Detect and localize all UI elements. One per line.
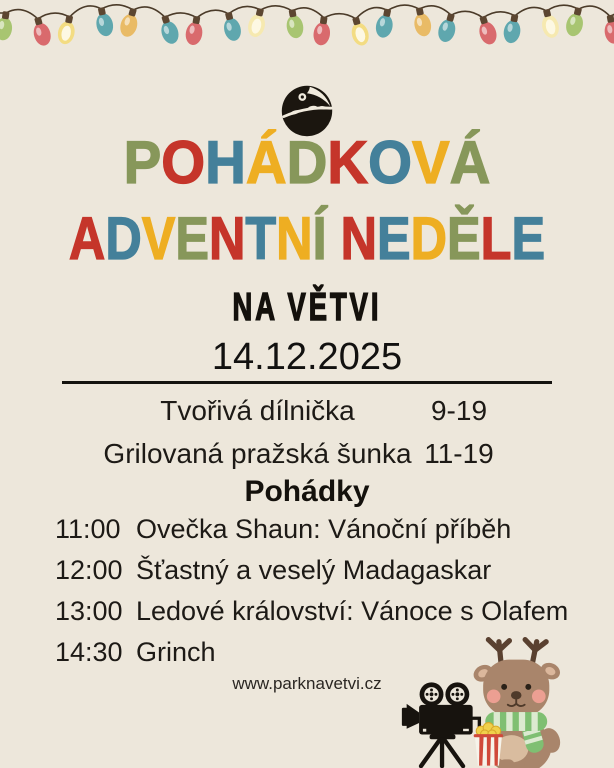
screening-title: Grinch bbox=[136, 637, 216, 667]
title-letter: Í bbox=[312, 205, 327, 272]
title-letter: Á bbox=[449, 129, 491, 196]
title-letter: T bbox=[245, 205, 277, 272]
light-bulb bbox=[157, 13, 182, 46]
title-letter: Ě bbox=[447, 205, 481, 272]
activity-hours: 9-19 bbox=[430, 395, 488, 426]
title-letter: N bbox=[340, 205, 378, 272]
light-bulb bbox=[436, 12, 460, 44]
title-letter: D bbox=[410, 205, 448, 272]
title-letter: Á bbox=[245, 129, 287, 196]
poster-subtitle: NA VĚTVI bbox=[232, 284, 382, 329]
title-letter: N bbox=[208, 205, 246, 272]
poster-title-line2 bbox=[49, 205, 565, 272]
reindeer-illustration bbox=[459, 629, 585, 768]
light-bulb bbox=[475, 14, 500, 47]
light-bulb bbox=[118, 6, 142, 38]
light-bulb bbox=[220, 10, 243, 42]
title-letter: N bbox=[276, 205, 313, 272]
title-letter: H bbox=[205, 129, 246, 196]
title-letter: O bbox=[368, 129, 412, 196]
screening-time: 13:00 bbox=[55, 596, 123, 626]
title-letter: E bbox=[175, 205, 209, 272]
event-date: 14.12.2025 bbox=[211, 336, 403, 378]
title-letter: D bbox=[286, 129, 328, 196]
title-letter: A bbox=[68, 205, 106, 272]
light-bulb bbox=[30, 15, 54, 47]
website-url: www.parknavetvi.cz bbox=[232, 674, 382, 693]
light-bulb bbox=[374, 7, 396, 39]
popcorn-bucket bbox=[474, 723, 503, 766]
light-bulb bbox=[56, 14, 78, 46]
screening-time: 14:30 bbox=[55, 637, 123, 667]
screening-title: Ovečka Shaun: Vánoční příběh bbox=[136, 514, 512, 544]
light-bulb bbox=[312, 15, 332, 46]
light-bulb bbox=[0, 10, 14, 41]
poster-title-line1 bbox=[18, 129, 595, 196]
light-bulb bbox=[93, 6, 115, 38]
light-bulb bbox=[246, 7, 269, 39]
title-letter: O bbox=[161, 129, 206, 196]
section-heading: Pohádky bbox=[244, 475, 370, 508]
title-letter: D bbox=[105, 205, 142, 272]
light-bulb bbox=[284, 8, 305, 39]
light-bulb bbox=[502, 13, 523, 44]
christmas-lights-decoration bbox=[0, 0, 614, 58]
screening-time: 11:00 bbox=[55, 514, 121, 544]
screening-title: Ledové království: Vánoce s Olafem bbox=[136, 596, 569, 626]
light-bulb bbox=[538, 7, 561, 39]
title-letter bbox=[327, 205, 341, 272]
divider-line bbox=[62, 381, 552, 384]
title-letter: V bbox=[411, 129, 450, 196]
light-bulb bbox=[184, 15, 205, 46]
title-letter: E bbox=[511, 205, 546, 272]
light-bulb bbox=[411, 6, 433, 38]
reindeer-with-popcorn-icon bbox=[459, 629, 585, 768]
title-letter: L bbox=[480, 205, 512, 272]
title-letter: P bbox=[123, 129, 162, 196]
activity-label: Grilovaná pražská šunka bbox=[103, 438, 412, 469]
light-bulb bbox=[564, 6, 587, 38]
screening-time: 12:00 bbox=[55, 555, 123, 585]
activity-hours: 11-19 bbox=[424, 438, 494, 469]
light-bulb bbox=[348, 15, 372, 47]
title-letter: V bbox=[141, 205, 176, 272]
light-bulb bbox=[602, 14, 614, 45]
light-string-wire bbox=[0, 5, 614, 19]
title-letter: K bbox=[327, 129, 369, 196]
title-letter: E bbox=[377, 205, 411, 272]
screening-title: Šťastný a veselý Madagaskar bbox=[136, 555, 492, 585]
activity-label: Tvořivá dílnička bbox=[160, 395, 355, 426]
